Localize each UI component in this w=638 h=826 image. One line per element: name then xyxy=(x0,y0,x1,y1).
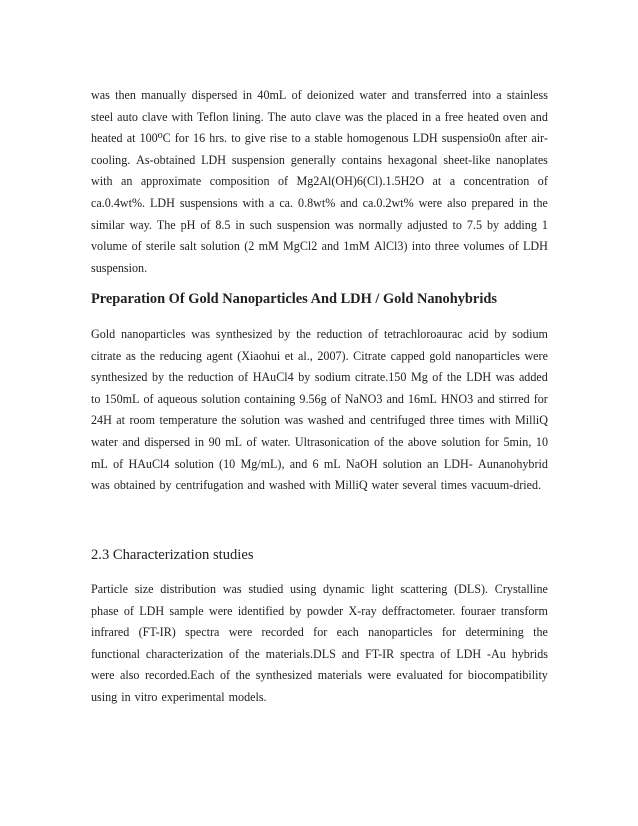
text-line: infrared (FT-IR) spectra were recorded for each nanoparticles for determining the xyxy=(91,625,548,640)
text-line: was then manually dispersed in 40mL of deionized water and transferred into a stainless xyxy=(91,88,548,102)
text-line: using in vitro experimental models. xyxy=(91,689,267,704)
text-line: Gold nanoparticles was synthesized by the reduction of tetrachloroaurac acid by sodium xyxy=(91,327,548,341)
paragraph-characterization xyxy=(91,579,548,709)
text-line: was obtained by centrifugation and washed with MilliQ water several times vacuum-dried. xyxy=(91,478,542,493)
text-line: ca.0.4wt%. LDH suspensions with a ca. 0.8wt% and ca.0.2wt% were also prepared in the xyxy=(91,195,548,210)
text-line: phase of LDH sample were identified by powder X-ray deffractometer. fouraer transform xyxy=(91,603,548,618)
text-line: cooling. As-obtained LDH suspension generally contains hexagonal sheet-like nanoplates xyxy=(91,152,548,167)
text-line: to 150mL of aqueous solution containing 9.56g of NaNO3 and 16mL HNO3 and stirred for xyxy=(91,391,548,406)
text-line: mL of HAuCl4 solution (10 Mg/mL), and 6 mL NaOH solution an LDH- Aunanohybrid xyxy=(91,456,548,471)
text-line: suspension. xyxy=(91,260,148,275)
text-line: synthesized by the reduction of HAuCl4 by sodium citrate.150 Mg of the LDH was added xyxy=(91,370,548,385)
paragraph-gold-nanoparticles xyxy=(91,324,548,497)
text-line: water and dispersed in 90 mL of water. Ultrasonication of the above solution for 5min, 10 xyxy=(91,434,548,449)
section-heading-characterization: 2.3 Characterization studies xyxy=(91,547,254,563)
text-line: were also recorded.Each of the synthesized materials were evaluated for biocompatibility xyxy=(91,668,548,683)
section-heading-gold-nanoparticles: Preparation Of Gold Nanoparticles And LDH / Gold Nanohybrids xyxy=(91,291,497,307)
text-line: Particle size distribution was studied using dynamic light scattering (DLS). Crystalline xyxy=(91,582,548,596)
text-line: volume of sterile salt solution (2 mM MgCl2 and 1mM AlCl3) into three volumes of LDH xyxy=(91,239,548,254)
text-line: functional characterization of the materials.DLS and FT-IR spectra of LDH -Au hybrids xyxy=(91,646,548,661)
text-line: with an approximate composition of Mg2Al(OH)6(Cl).1.5H2O at a concentration of xyxy=(91,174,548,189)
text-line: heated at 100⁰C for 16 hrs. to give rise to a stable homogenous LDH suspensio0n after air- xyxy=(91,131,548,146)
paragraph-ldh-suspension xyxy=(91,85,548,279)
text-line: citrate as the reducing agent (Xiaohui et al., 2007). Citrate capped gold nanoparticles were xyxy=(91,348,548,363)
text-line: 24H at room temperature the solution was washed and centrifuged three times with MilliQ xyxy=(91,413,548,428)
text-line: steel auto clave with Teflon lining. The auto clave was the placed in a free heated oven and xyxy=(91,109,548,124)
text-line: similar way. The pH of 8.5 in such suspension was normally adjusted to 7.5 by adding 1 xyxy=(91,217,548,232)
